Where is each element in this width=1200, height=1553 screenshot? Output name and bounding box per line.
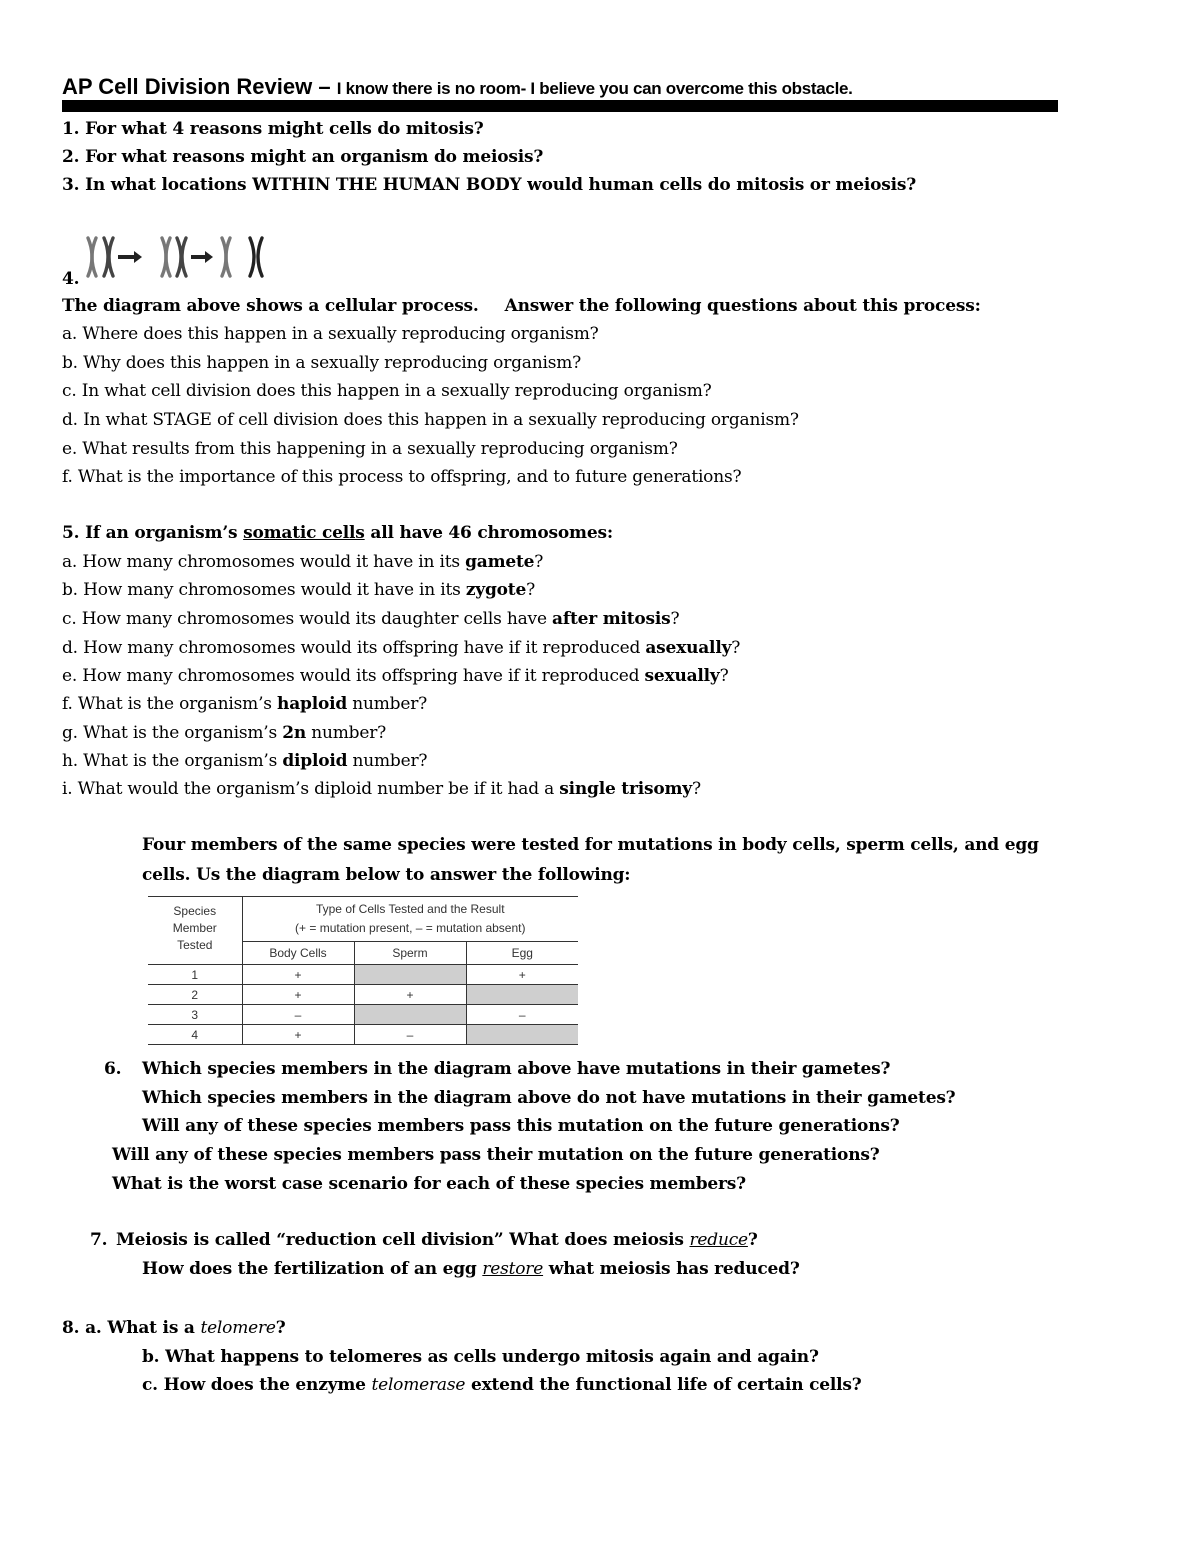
question-4-number: 4. (62, 269, 80, 289)
header-rule (62, 100, 1058, 112)
question-5-item (62, 693, 427, 715)
question-4-item: c. In what cell division does this happen in a sexually reproducing organism? (62, 381, 712, 401)
question-4-item: a. Where does this happen in a sexually reproducing organism? (62, 324, 599, 344)
q5-item-post: ? (719, 666, 729, 686)
question-3: 3. In what locations WITHIN THE HUMAN BODY would human cells do mitosis or meiosis? (62, 175, 916, 195)
q5-item-pre: h. What is the organism’s (62, 751, 283, 771)
q5-item-bold: single trisomy (559, 779, 692, 799)
question-5-item (62, 579, 535, 601)
question-4-intro-b: Answer the following questions about this process: (504, 296, 981, 316)
group-subheader: (+ = mutation present, – = mutation absent) (295, 921, 526, 935)
question-8a (62, 1317, 286, 1339)
col1-header-line: Tested (177, 938, 213, 952)
q5-item-pre: d. How many chromosomes would its offspring have if it reproduced (62, 638, 646, 658)
q5-item-bold: diploid (282, 751, 348, 771)
table-row (148, 1025, 578, 1045)
egg-cell: – (518, 1007, 526, 1022)
question-6-line: Will any of these species members pass their mutation on the future generations? (112, 1145, 880, 1165)
q5-item-post: ? (731, 638, 741, 658)
q5-item-bold: gamete (465, 552, 535, 572)
mutation-results-table (148, 896, 578, 1045)
q5-item-pre: c. How many chromosomes would its daughter cells have (62, 609, 553, 629)
question-6-line: Will any of these species members pass this mutation on the future generations? (142, 1116, 900, 1136)
q5-item-bold: 2n (282, 723, 307, 743)
q5-lead-text: 5. If an organism’s (62, 523, 244, 543)
member-cell: 3 (148, 1005, 242, 1025)
q5-item-bold: sexually (644, 666, 720, 686)
member-cell: 2 (148, 985, 242, 1005)
question-4-intro (62, 295, 981, 317)
question-1: 1. For what 4 reasons might cells do mitosis? (62, 119, 484, 139)
q5-item-pre: a. How many chromosomes would it have in its (62, 552, 466, 572)
question-4-intro-a: The diagram above shows a cellular process. (62, 296, 479, 316)
q8c-pre: c. How does the enzyme (142, 1375, 372, 1395)
title-main: AP Cell Division Review (62, 74, 313, 99)
table-intro-line1: Four members of the same species were tested for mutations in body cells, sperm cells, and egg (142, 835, 1039, 855)
q7-line2-em: restore (482, 1259, 544, 1279)
q8c-em: telomerase (371, 1375, 466, 1395)
table-header-row (148, 897, 578, 942)
question-5-item (62, 608, 679, 630)
question-8c (142, 1374, 862, 1396)
question-4-item: e. What results from this happening in a sexually reproducing organism? (62, 439, 678, 459)
q5-item-pre: f. What is the organism’s (62, 694, 278, 714)
member-cell: 1 (148, 965, 242, 985)
question-7-line1 (116, 1229, 758, 1251)
title-subtitle: I know there is no room- I believe you can overcome this obstacle. (336, 79, 853, 98)
sperm-cell: – (354, 1025, 466, 1045)
egg-cell (466, 1025, 578, 1045)
q5-item-post: ? (526, 580, 535, 600)
sperm-cell: + (354, 985, 466, 1005)
q5-item-pre: i. What would the organism’s diploid number be if it had a (62, 779, 560, 799)
q5-item-post: number? (306, 723, 387, 743)
question-4-item: d. In what STAGE of cell division does this happen in a sexually reproducing organism? (62, 410, 799, 430)
sperm-cell (354, 965, 466, 985)
q7-line1-pre: Meiosis is called “reduction cell division” What does meiosis (116, 1230, 690, 1250)
q7-line2-pre: How does the fertilization of an egg (142, 1259, 483, 1279)
question-5-item (62, 637, 740, 659)
question-6-line: Which species members in the diagram above have mutations in their gametes? (142, 1059, 891, 1079)
sperm-cell (354, 1005, 466, 1025)
question-7-number: 7. (90, 1230, 108, 1250)
title-dash: – (312, 74, 337, 99)
question-5-item (62, 665, 729, 687)
body-cell: + (242, 985, 354, 1005)
question-5-lead (62, 522, 613, 544)
q8c-post: extend the functional life of certain cells? (465, 1375, 862, 1395)
q5-lead-end: all have 46 chromosomes: (364, 523, 613, 543)
question-7-line2 (142, 1258, 800, 1280)
question-6-line: Which species members in the diagram above do not have mutations in their gametes? (142, 1088, 956, 1108)
q5-item-bold: zygote (465, 580, 527, 600)
col1-header-line: Species (173, 904, 217, 918)
q5-item-post: ? (670, 609, 680, 629)
species-member-header (148, 897, 242, 965)
egg-cell: + (518, 967, 526, 982)
q5-item-pre: e. How many chromosomes would its offspring have if it reproduced (62, 666, 645, 686)
question-5-item (62, 778, 701, 800)
body-cells-header: Body Cells (242, 942, 354, 965)
question-5-item (62, 551, 543, 573)
q8a-pre: 8. a. What is a (62, 1318, 201, 1338)
q5-item-pre: g. What is the organism’s (62, 723, 283, 743)
chromosome-crossing-over-icon (82, 234, 274, 280)
group-header: Type of Cells Tested and the Result (315, 902, 505, 916)
body-cell: + (242, 1025, 354, 1045)
table-row (148, 965, 578, 985)
q7-line1-post: ? (747, 1230, 758, 1250)
egg-cell (466, 985, 578, 1005)
page-title (62, 74, 853, 100)
question-6-number: 6. (104, 1059, 122, 1079)
egg-header: Egg (511, 946, 533, 960)
q8a-post: ? (275, 1318, 286, 1338)
table-row (148, 985, 578, 1005)
question-5-item (62, 750, 427, 772)
question-6-line: What is the worst case scenario for each of these species members? (112, 1174, 746, 1194)
table-intro-line2: cells. Us the diagram below to answer the following: (142, 865, 631, 885)
sperm-header: Sperm (354, 942, 466, 965)
q5-item-bold: after mitosis (552, 609, 671, 629)
q5-item-bold: asexually (645, 638, 732, 658)
q5-item-post: number? (347, 694, 428, 714)
q5-item-post: ? (691, 779, 701, 799)
question-4-item: b. Why does this happen in a sexually reproducing organism? (62, 353, 582, 373)
q7-line2-post: what meiosis has reduced? (543, 1259, 800, 1279)
q7-line1-em: reduce (689, 1230, 748, 1250)
q5-item-post: number? (347, 751, 428, 771)
body-cell: + (242, 965, 354, 985)
member-cell: 4 (148, 1025, 242, 1045)
table-row (148, 1005, 578, 1025)
q5-item-bold: haploid (277, 694, 348, 714)
q5-lead-underlined: somatic cells (243, 523, 365, 543)
question-4-item: f. What is the importance of this process to offspring, and to future generations? (62, 467, 742, 487)
q5-item-post: ? (534, 552, 544, 572)
q5-item-pre: b. How many chromosomes would it have in its (62, 580, 466, 600)
col1-header-line: Member (172, 921, 217, 935)
question-8b: b. What happens to telomeres as cells undergo mitosis again and again? (142, 1347, 819, 1367)
q8a-em: telomere (200, 1318, 276, 1338)
question-5-item (62, 722, 386, 744)
question-2: 2. For what reasons might an organism do meiosis? (62, 147, 544, 167)
cell-types-header (242, 897, 578, 942)
body-cell: – (242, 1005, 354, 1025)
